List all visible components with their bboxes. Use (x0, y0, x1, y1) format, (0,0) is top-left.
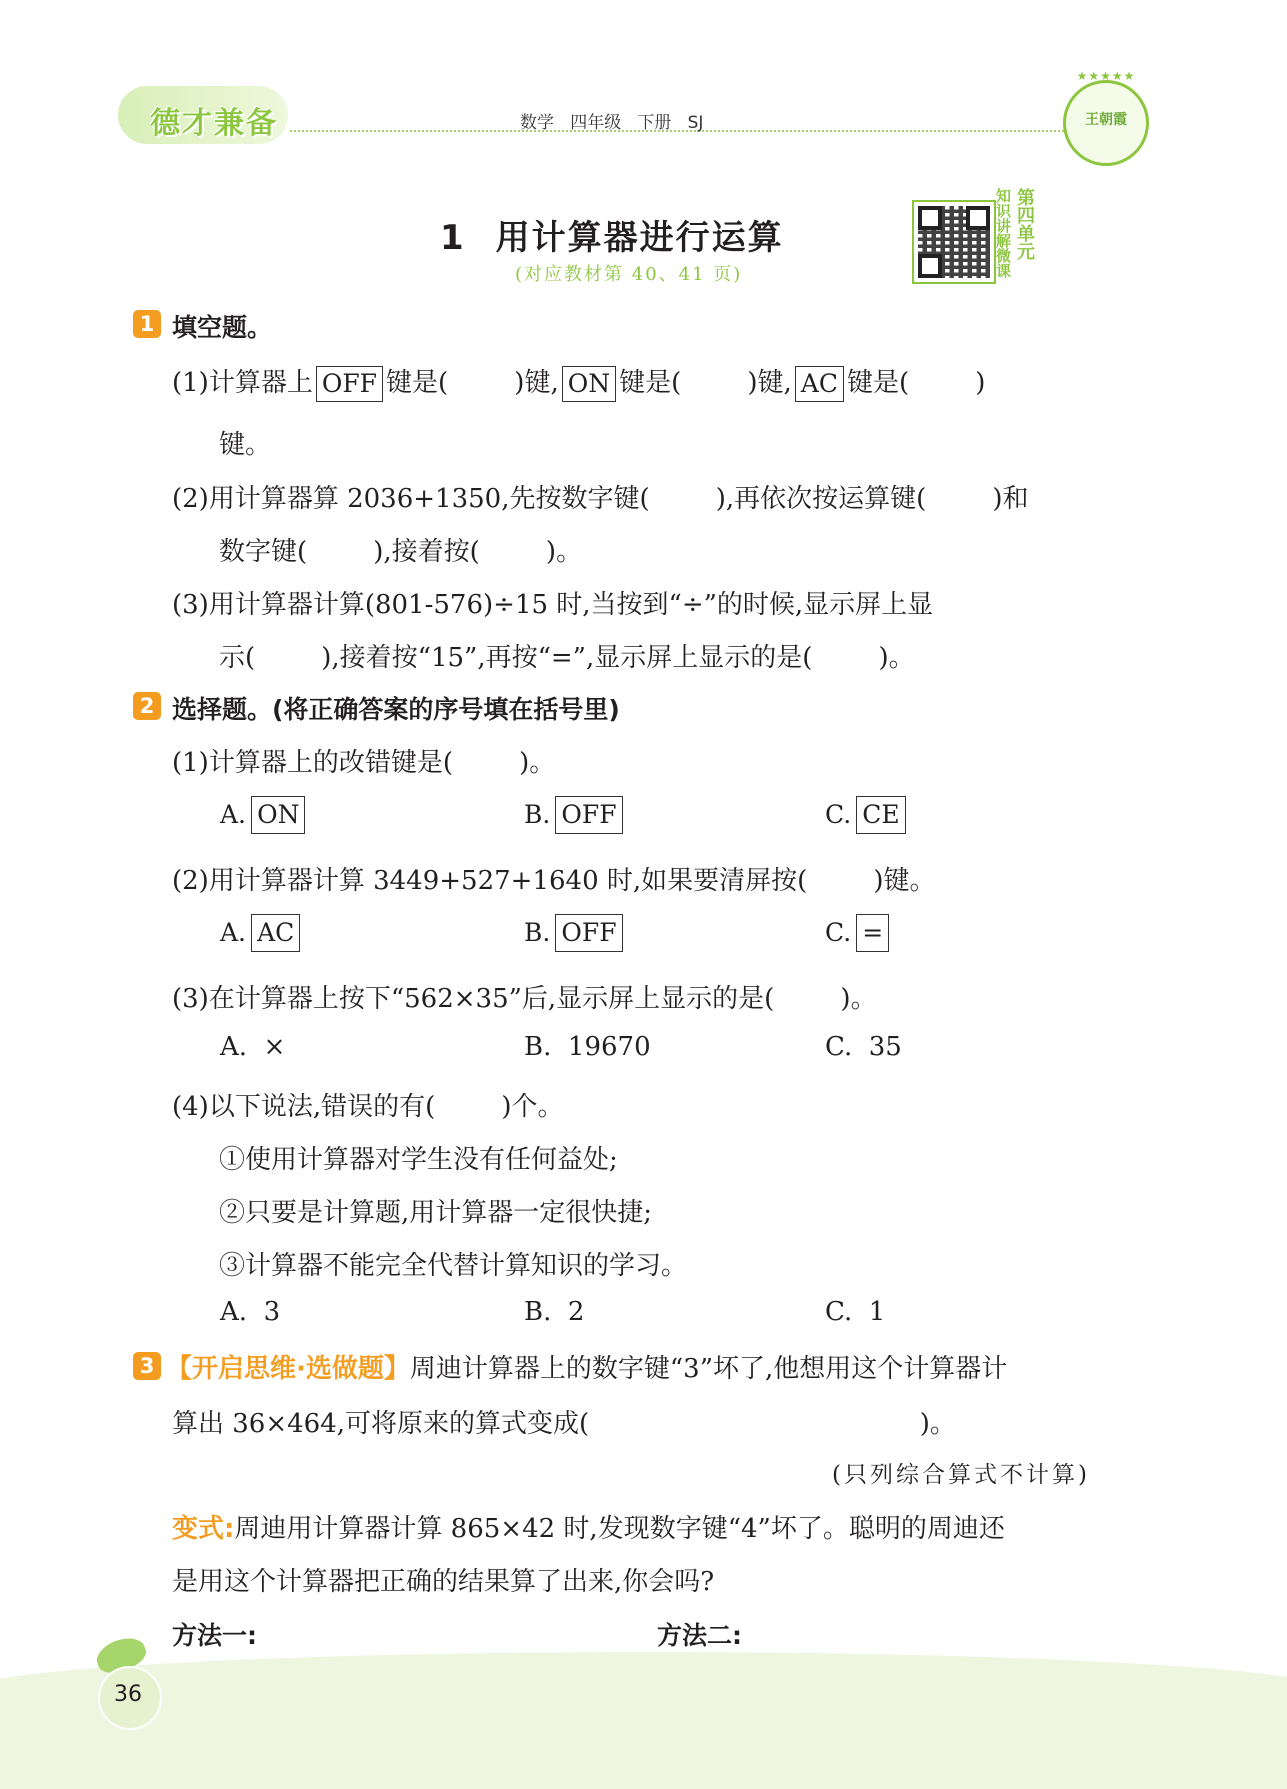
section-title-2: 选择题。(将正确答案的序号填在括号里) (172, 695, 620, 724)
q1-3-line2: 示( ),接着按“15”,再按“=”,显示屏上显示的是( )。 (219, 643, 915, 673)
option-label: C. (825, 800, 852, 829)
q2-4-statement-1: ①使用计算器对学生没有任何益处; (219, 1145, 618, 1175)
header-subject: 数学 四年级 下册 SJ (520, 113, 704, 133)
brand-logo: 德才兼备 (150, 106, 278, 141)
q2-4-text: (4)以下说法,错误的有( )个。 (172, 1092, 564, 1122)
qr-label-micro-lesson: 知识讲解微课 (994, 188, 1012, 278)
ce-key: CE (856, 796, 905, 834)
q2-3-option-b: B. 19670 (524, 1032, 651, 1062)
section-badge-2: 2 (133, 692, 161, 720)
page-number: 36 (114, 1682, 142, 1707)
q3-line1 (166, 1348, 1007, 1385)
q1-1-text-d: 键是( ) (846, 368, 986, 398)
qr-corner-icon (918, 254, 942, 278)
q3-line2: 算出 36×464,可将原来的算式变成( )。 (172, 1409, 956, 1439)
ac-key: AC (795, 366, 844, 402)
q2-3-option-c: C. 35 (825, 1032, 902, 1062)
q1-2-line2: 数字键( ),接着按( )。 (219, 537, 583, 567)
section-badge-3: 3 (133, 1352, 161, 1380)
variant-text-1: 周迪用计算器计算 865×42 时,发现数字键“4”坏了。聪明的周迪还 (234, 1514, 1005, 1544)
off-key: OFF (316, 366, 383, 402)
q1-1-line (172, 362, 985, 402)
q3-tag: 【开启思维·选做题】 (166, 1354, 410, 1384)
q1-1-line-cont: 键。 (219, 430, 272, 460)
qr-corner-icon (918, 206, 942, 230)
q2-1-option-a (220, 796, 305, 834)
method-one-label: 方法一: (172, 1621, 257, 1650)
page-subtitle: (对应教材第 40、41 页) (515, 264, 743, 285)
q2-1-option-c (825, 796, 906, 834)
off-key: OFF (555, 914, 622, 952)
publisher-seal (1063, 69, 1149, 166)
q2-3-text: (3)在计算器上按下“562×35”后,显示屏上显示的是( )。 (172, 984, 877, 1014)
variant-line2: 是用这个计算器把正确的结果算了出来,你会吗? (172, 1567, 715, 1597)
qr-label-unit: 第四单元 (1014, 188, 1035, 260)
q1-1-text-a: (1)计算器上 (172, 368, 313, 398)
q2-3-option-a: A. × (220, 1032, 286, 1062)
off-key: OFF (555, 796, 622, 834)
q3-text-1: 周迪计算器上的数字键“3”坏了,他想用这个计算器计 (409, 1354, 1008, 1384)
ac-key: AC (251, 914, 300, 952)
variant-line1 (172, 1508, 1005, 1545)
option-label: A. (220, 918, 247, 947)
q2-4-option-a: A. 3 (220, 1297, 281, 1327)
q2-4-statement-2: ②只要是计算题,用计算器一定很快捷; (219, 1198, 653, 1228)
q2-2-option-a (220, 914, 300, 952)
star-icon: ★★★★★ (1076, 69, 1136, 83)
on-key: ON (562, 366, 616, 402)
on-key: ON (251, 796, 305, 834)
q1-3-line1: (3)用计算器计算(801-576)÷15 时,当按到“÷”的时候,显示屏上显 (172, 590, 934, 620)
method-two-label: 方法二: (657, 1621, 742, 1650)
option-label: A. (220, 800, 247, 829)
variant-label: 变式: (172, 1514, 235, 1544)
q1-1-text-c: 键是( )键, (619, 368, 792, 398)
qr-corner-icon (966, 206, 990, 230)
equals-key: = (856, 914, 889, 952)
q2-1-text: (1)计算器上的改错键是( )。 (172, 748, 556, 778)
option-label: B. (524, 800, 551, 829)
q2-4-option-c: C. 1 (825, 1297, 886, 1327)
q2-4-option-b: B. 2 (524, 1297, 585, 1327)
q2-2-text: (2)用计算器计算 3449+527+1640 时,如果要清屏按( )键。 (172, 866, 936, 896)
footer-background (0, 1680, 1287, 1789)
option-label: B. (524, 918, 551, 947)
qr-code[interactable] (912, 200, 996, 284)
page-title (440, 210, 784, 259)
q2-2-option-c (825, 914, 889, 952)
section-badge-1: 1 (133, 310, 161, 338)
section-title-1: 填空题。 (172, 313, 273, 342)
q2-4-statement-3: ③计算器不能完全代替计算知识的学习。 (219, 1251, 688, 1281)
q2-1-option-b (524, 796, 623, 834)
title-text: 用计算器进行运算 (495, 218, 784, 258)
title-number: 1 (440, 218, 466, 258)
q1-1-text-b: 键是( )键, (386, 368, 559, 398)
seal-text: 王朝霞 (1085, 112, 1127, 128)
q3-note: (只列综合算式不计算) (832, 1462, 1090, 1488)
q1-2-line1: (2)用计算器算 2036+1350,先按数字键( ),再依次按运算键( )和 (172, 484, 1029, 514)
q2-2-option-b (524, 914, 623, 952)
option-label: C. (825, 918, 852, 947)
